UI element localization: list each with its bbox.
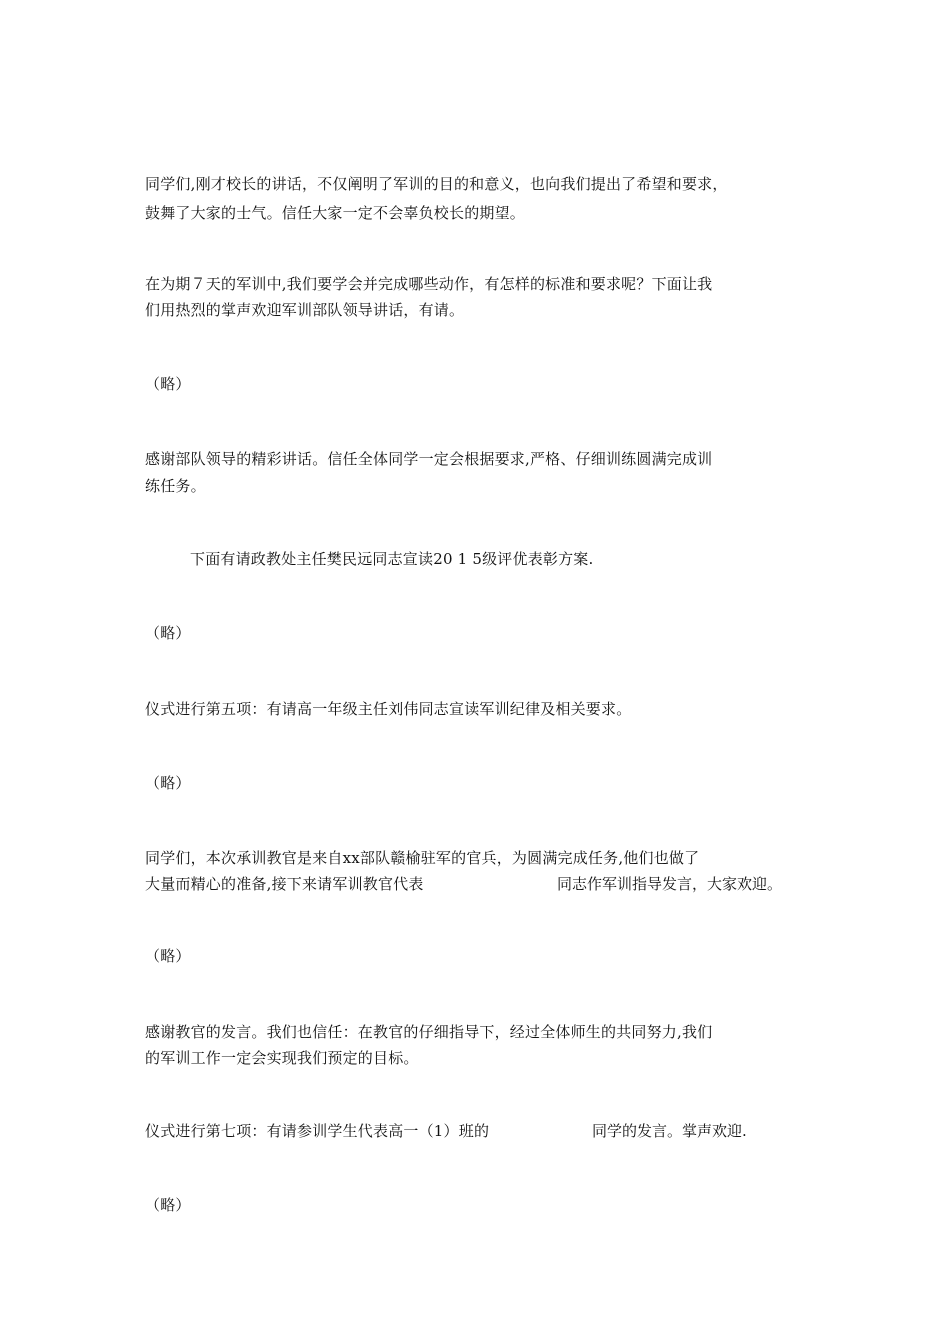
omitted-note-2: （略） — [145, 624, 191, 642]
paragraph-3-line-1: 感谢部队领导的精彩讲话。信任全体同学一定会根据要求,严格、仔细训练圆满完成训 — [145, 450, 713, 468]
omitted-note-1: （略） — [145, 375, 191, 393]
paragraph-2-line-1: 在为期７天的军训中,我们要学会并完成哪些动作，有怎样的标准和要求呢？下面让我 — [145, 275, 713, 293]
paragraph-6-line-2-right: 同志作军训指导发言，大家欢迎。 — [557, 875, 783, 893]
paragraph-8-right: 同学的发言。掌声欢迎. — [592, 1122, 747, 1140]
paragraph-5: 仪式进行第五项：有请高一年级主任刘伟同志宣读军训纪律及相关要求。 — [145, 700, 632, 718]
paragraph-6-line-1: 同学们，本次承训教官是来自xx部队赣榆驻军的官兵，为圆满完成任务,他们也做了 — [145, 849, 700, 867]
paragraph-4: 下面有请政教处主任樊民远同志宣读20 1 5级评优表彰方案. — [190, 550, 594, 568]
paragraph-3-line-2: 练任务。 — [145, 477, 206, 495]
paragraph-1-line-2: 鼓舞了大家的士气。信任大家一定不会辜负校长的期望。 — [145, 204, 526, 222]
omitted-note-5: （略） — [145, 1196, 191, 1214]
omitted-note-3: （略） — [145, 774, 191, 792]
paragraph-8-left: 仪式进行第七项：有请参训学生代表高一（1）班的 — [145, 1122, 490, 1140]
paragraph-6-line-2-left: 大量而精心的准备,接下来请军训教官代表 — [145, 875, 424, 893]
paragraph-7-line-1: 感谢教官的发言。我们也信任：在教官的仔细指导下，经过全体师生的共同努力,我们 — [145, 1023, 713, 1041]
paragraph-1-line-1: 同学们,刚才校长的讲话，不仅阐明了军训的目的和意义，也向我们提出了希望和要求， — [145, 175, 728, 193]
omitted-note-4: （略） — [145, 947, 191, 965]
paragraph-7-line-2: 的军训工作一定会实现我们预定的目标。 — [145, 1049, 419, 1067]
paragraph-2-line-2: 们用热烈的掌声欢迎军训部队领导讲话，有请。 — [145, 301, 465, 319]
